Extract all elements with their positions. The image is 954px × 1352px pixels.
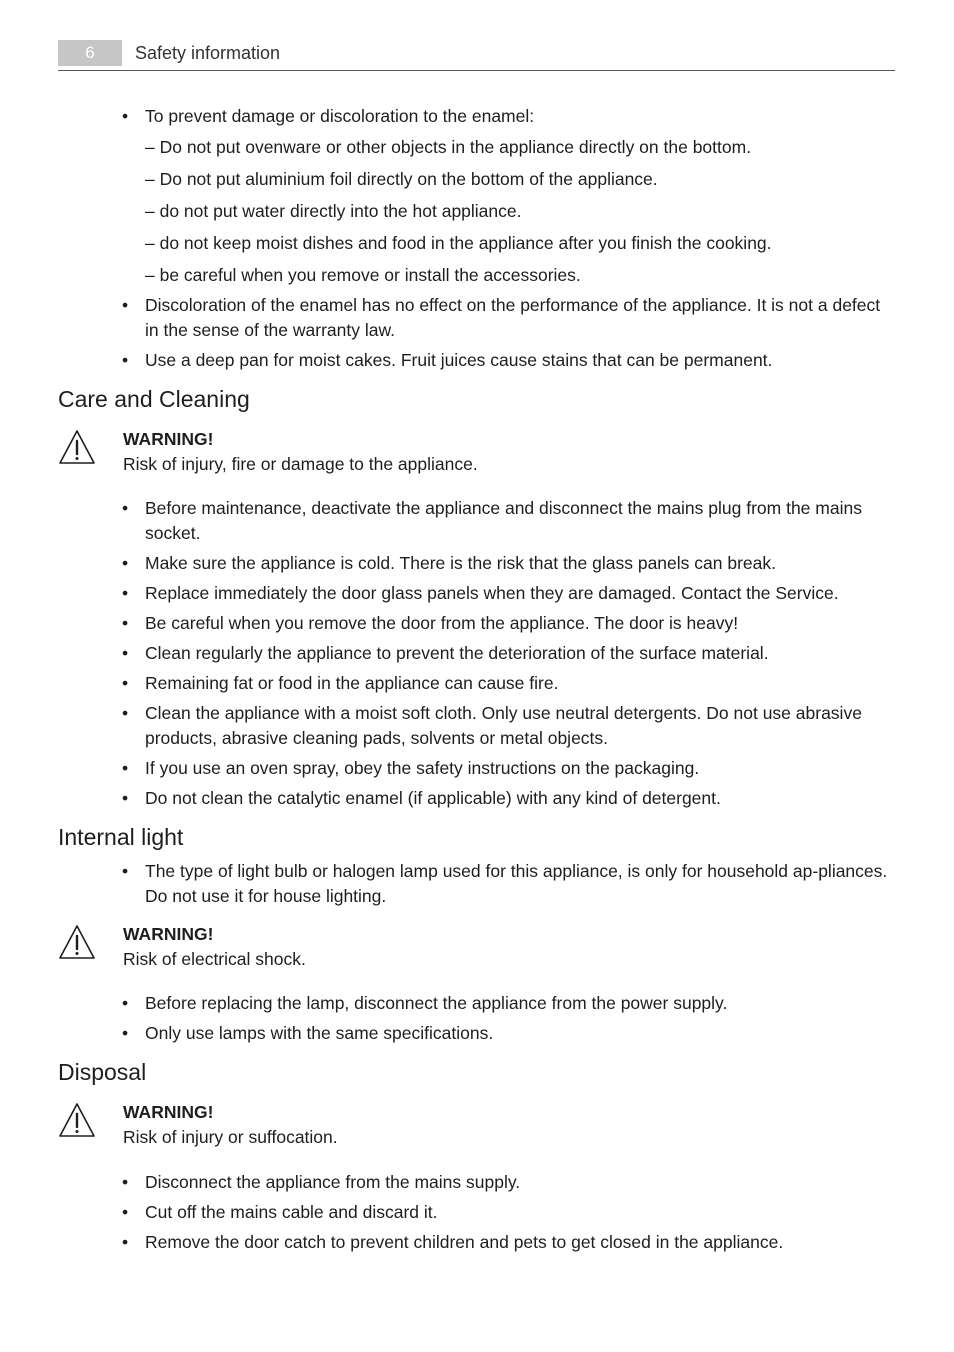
list-item-text: If you use an oven spray, obey the safety instructions on the packaging. [145,758,700,778]
bullet-dot: • [122,703,129,723]
bullet-dot: • [122,1023,129,1043]
bullet-dot: • [122,583,129,603]
bullet-dot: • [122,758,129,778]
warning-triangle-icon [58,924,96,960]
warning-triangle-icon [58,1102,96,1138]
section-heading-internal-light: Internal light [58,824,184,850]
warning-title: WARNING! [123,429,214,449]
bullet-dot: • [122,788,129,808]
sub-list-item: – do not put water directly into the hot appliance. [145,201,522,221]
bullet-dot: • [122,861,129,881]
section-heading-disposal: Disposal [58,1059,147,1085]
bullet-dot: • [122,643,129,663]
bullet-dot: • [122,993,129,1013]
list-item-text: Remaining fat or food in the appliance can cause fire. [145,673,559,693]
list-item-text: Be careful when you remove the door from the appliance. The door is heavy! [145,613,739,633]
list-item-text: Clean the appliance with a moist soft cloth. Only use neutral detergents. Do not use abrasive products, abrasive cleaning pads, solvents or metal objects. [145,703,862,748]
bullet-dot: • [122,673,129,693]
list-item-text: Replace immediately the door glass panels when they are damaged. Contact the Service. [145,583,839,603]
list-item-text: Use a deep pan for moist cakes. Fruit juices cause stains that can be permanent. [145,350,773,370]
warning-triangle-icon [58,429,96,465]
bullet-dot: • [122,1172,129,1192]
list-item-text: Before maintenance, deactivate the appliance and disconnect the mains plug from the mains socket. [145,498,862,543]
list-item-text: Cut off the mains cable and discard it. [145,1202,438,1222]
bullet-dot: • [122,498,129,518]
warning-title: WARNING! [123,1102,214,1122]
list-item-text: Remove the door catch to prevent children and pets to get closed in the appliance. [145,1232,784,1252]
sub-list-item: – do not keep moist dishes and food in the appliance after you finish the cooking. [145,233,772,253]
warning-title: WARNING! [123,924,214,944]
page-number: 6 [58,40,122,66]
list-item-text: To prevent damage or discoloration to the enamel: [145,106,535,126]
bullet-dot: • [122,295,129,315]
bullet-dot: • [122,350,129,370]
list-item-text: Disconnect the appliance from the mains supply. [145,1172,521,1192]
bullet-dot: • [122,106,129,126]
bullet-dot: • [122,613,129,633]
warning-text: Risk of electrical shock. [123,949,306,969]
list-item-text: Do not clean the catalytic enamel (if applicable) with any kind of detergent. [145,788,721,808]
bullet-dot: • [122,553,129,573]
sub-list-item: – Do not put aluminium foil directly on the bottom of the appliance. [145,169,658,189]
bullet-dot: • [122,1232,129,1252]
list-item-text: The type of light bulb or halogen lamp used for this appliance, is only for household ap-pliances. Do not use it for house lighting. [145,861,888,906]
list-item-text: Discoloration of the enamel has no effect on the performance of the appliance. It is not a defect in the sense of the warranty law. [145,295,881,340]
sub-list-item: – Do not put ovenware or other objects in the appliance directly on the bottom. [145,137,752,157]
section-heading-care: Care and Cleaning [58,386,250,412]
bullet-dot: • [122,1202,129,1222]
list-item-text: Before replacing the lamp, disconnect the appliance from the power supply. [145,993,728,1013]
list-item-text: Clean regularly the appliance to prevent the deterioration of the surface material. [145,643,769,663]
running-section-title: Safety information [135,43,281,63]
warning-text: Risk of injury, fire or damage to the appliance. [123,454,478,474]
warning-text: Risk of injury or suffocation. [123,1127,338,1147]
list-item-text: Only use lamps with the same specifications. [145,1023,494,1043]
sub-list-item: – be careful when you remove or install the accessories. [145,265,581,285]
list-item-text: Make sure the appliance is cold. There is the risk that the glass panels can break. [145,553,776,573]
page-header [58,40,895,71]
